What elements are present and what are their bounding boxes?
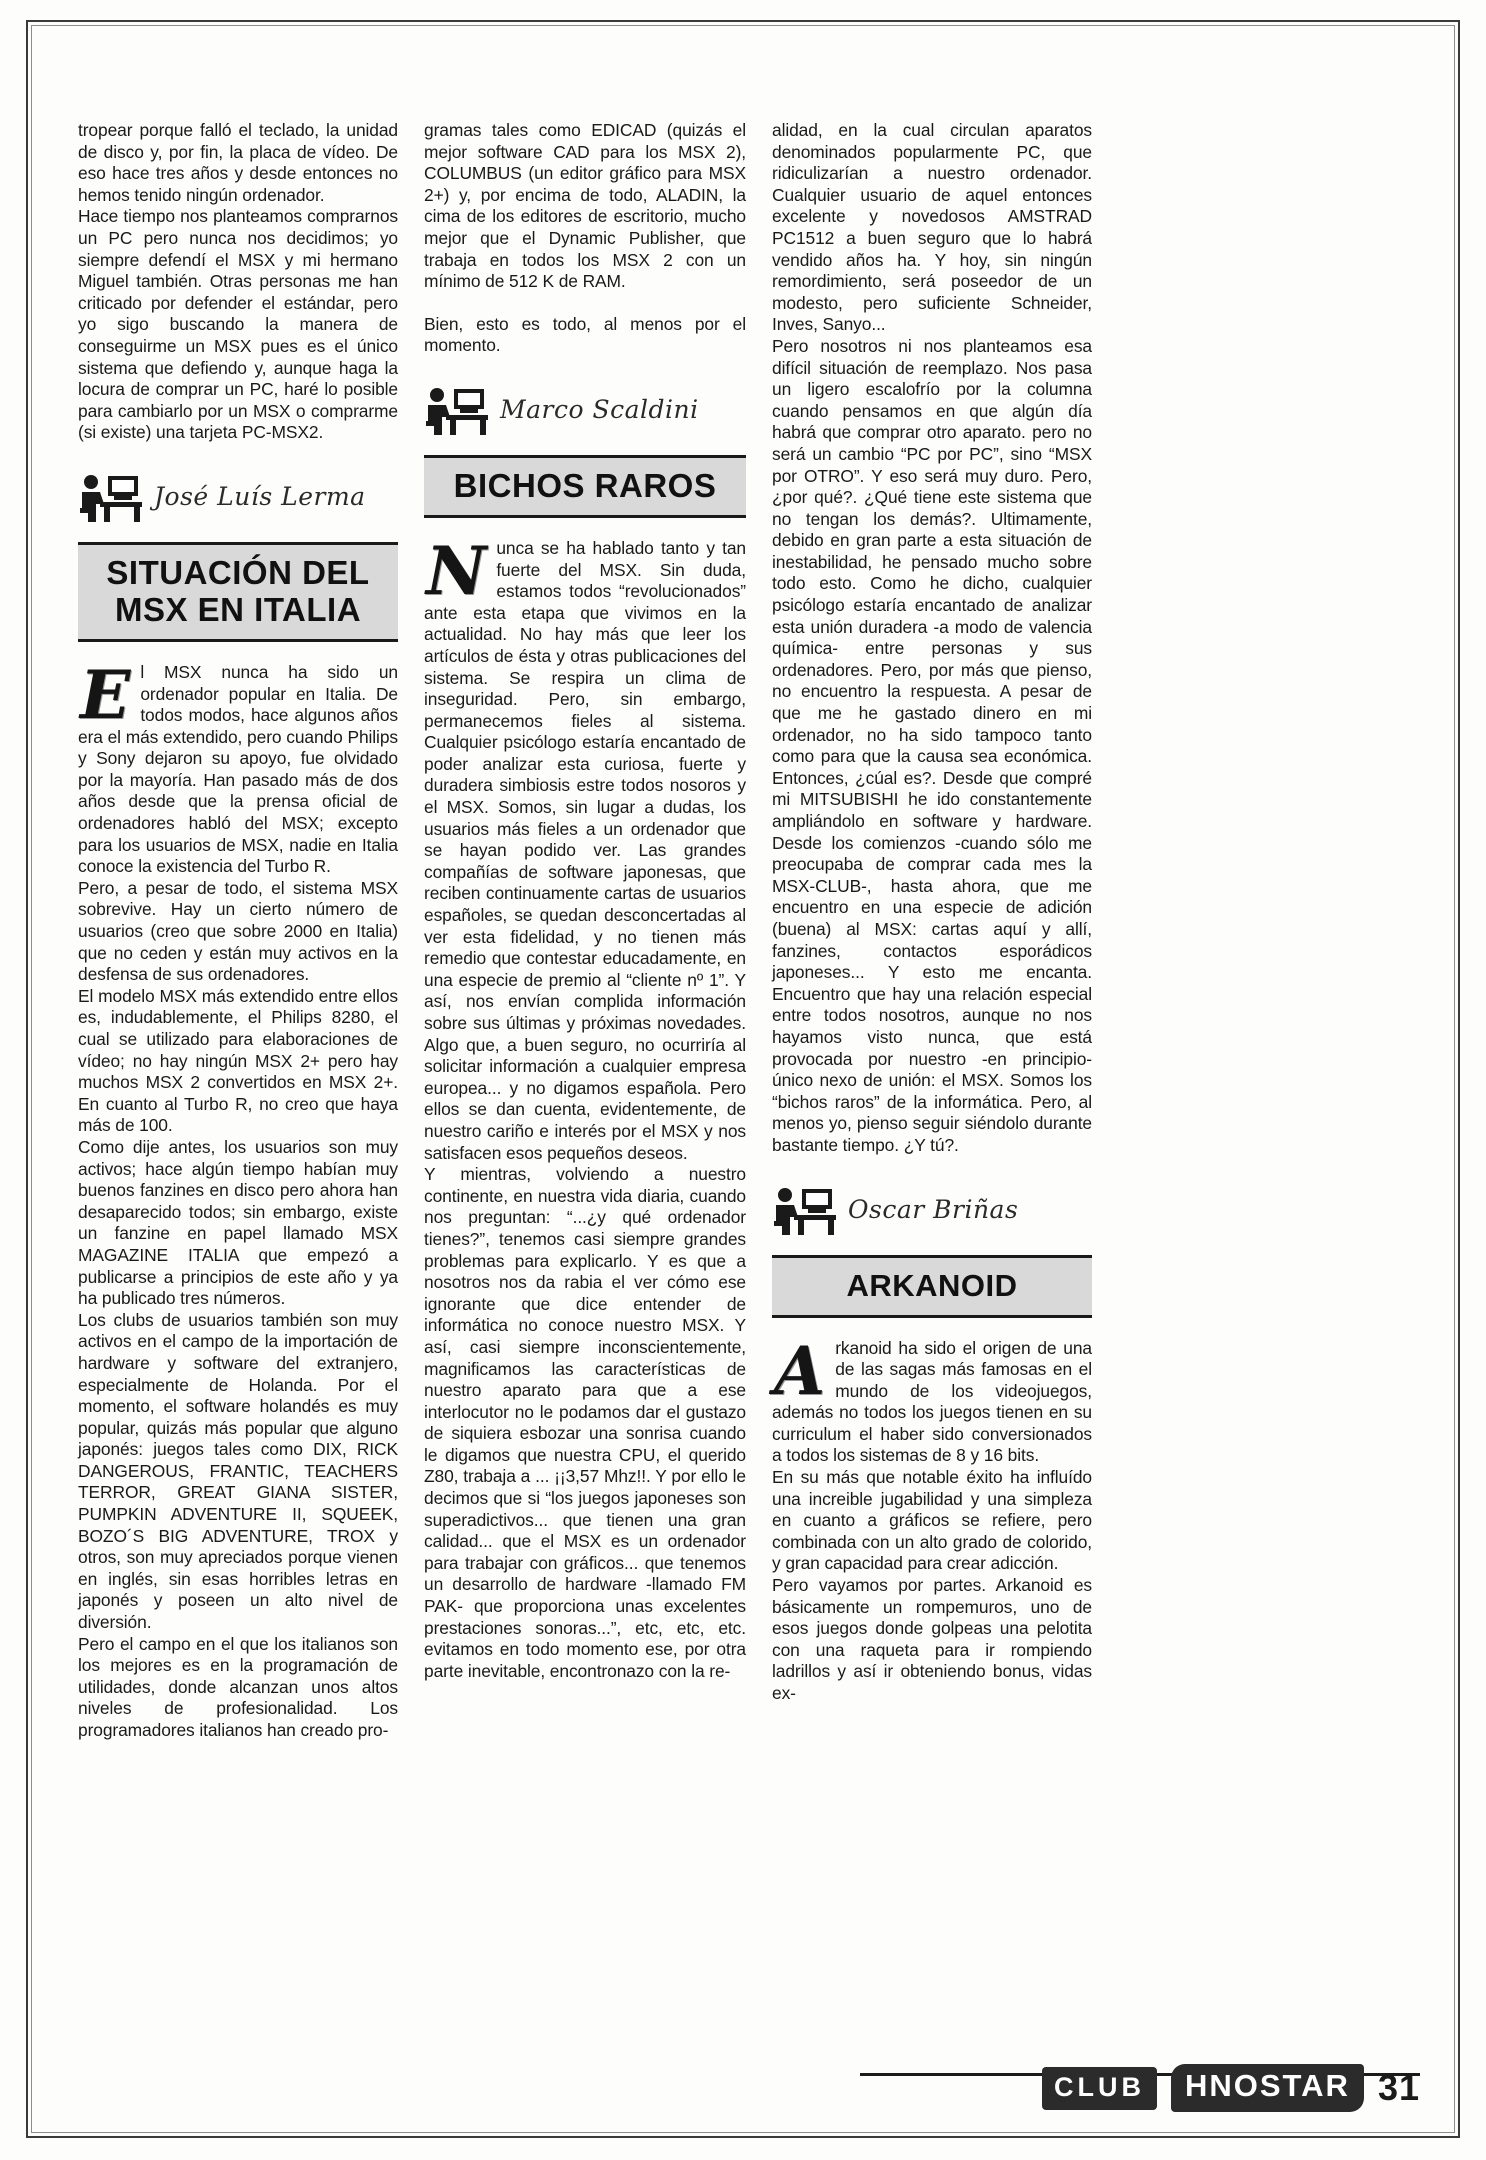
page-footer <box>1042 2064 1420 2112</box>
person-at-computer-icon <box>772 1183 838 1237</box>
paragraph: Hace tiempo nos planteamos comprarnos un PC pero nunca nos decidimos; yo siempre defendí el MSX y mi hermano Miguel también. Otras personas me han criticado por defender el estándar, pero yo sigo buscando la manera de conseguirme un MSX pues es el único sistema que defiendo y, aunque haga la locura de comprar un PC, haré lo posible para cambiarlo por un MSX o comprarme (si existe) una tarjeta PC-MSX2. <box>78 206 398 443</box>
article-headline-bichos <box>424 455 746 518</box>
author-signature-scaldini <box>424 383 746 437</box>
paragraph: Pero el campo en el que los italianos son los mejores es en la programación de utilidades, donde alcanzan unos altos niveles de profesionalidad. Los programadores italianos han creado pro- <box>78 1633 398 1740</box>
article-body-italia <box>78 655 398 1742</box>
headline-text: BICHOS RAROS <box>453 466 717 504</box>
paragraph: Como dije antes, los usuarios son muy activos; hace algún tiempo habían muy buenos fanzines en disco pero ahora han desaparecido todos; sin embargo, existe un fanzine en papel llamado MSX MAGAZINE ITALIA que empezó a publicarse a principios de este año y ya ha publicado tres números. <box>78 1136 398 1309</box>
three-column-layout <box>78 120 1408 1990</box>
signature-name: Marco Scaldini <box>500 395 699 425</box>
hnostar-logo: HNOSTAR <box>1171 2064 1364 2112</box>
paragraph: El modelo MSX más extendido entre ellos es, indudablemente, el Philips 8280, el cual se utilizado para elaboraciones de vídeo; no hay ningún MSX 2+ pero hay muchos MSX 2 convertidos en MSX 2+. En cuanto al Turbo R, no creo que haya más de 100. <box>78 985 398 1136</box>
article-headline-arkanoid <box>772 1255 1092 1318</box>
paragraph: En su más que notable éxito ha influído una increible jugabilidad y una simpleza en cuanto a gráficos se refiere, pero combinada con un alto grado de colorido, y gran capacidad para crear adicción. <box>772 1467 1092 1574</box>
drop-cap: E <box>80 655 131 734</box>
headline-text: ARKANOID <box>846 1267 1018 1303</box>
article-body-bichos <box>424 531 746 1682</box>
paragraph-spacer <box>424 293 746 314</box>
drop-cap: A <box>774 1331 826 1410</box>
person-at-computer-icon <box>424 383 490 437</box>
article-body-arkanoid <box>772 1331 1092 1705</box>
page-number: 31 <box>1377 2067 1420 2108</box>
column-three <box>772 120 1092 1990</box>
paragraph: Los clubs de usuarios también son muy activos en el campo de la importación de hardware y software del extranjero, especialmente de Holanda. Por el momento, el software holandés es muy popular, quizás más popular que alguno japonés: juegos tales como DIX, RICK DANGEROUS, FRANTIC, TEACHERS TERROR, GREAT GIANA SISTER, PUMPKIN ADVENTURE II, SQUEEK, BOZO´S BIG ADVENTURE, TROX y otros, son muy apreciados porque vienen en inglés, sin esas horribles letras en japonés y poseen un alto nivel de diversión. <box>78 1309 398 1633</box>
paragraph: rkanoid ha sido el origen de una de las sagas más famosas en el mundo de los videojuegos, además no todos los juegos tienen en su curriculum el haber sido conversionados a todos los sistemas de 8 y 16 bits. <box>772 1337 1092 1466</box>
column-two <box>424 120 746 1990</box>
headline-text: SITUACIÓN DEL MSX EN ITALIA <box>106 553 370 628</box>
paragraph: tropear porque falló el teclado, la unidad de disco y, por fin, la placa de vídeo. De eso hace tres años y desde entonces no hemos tenido ningún ordenador. <box>78 120 398 205</box>
drop-cap: N <box>426 531 487 610</box>
article-headline-italia <box>78 542 398 642</box>
paragraph: l MSX nunca ha sido un ordenador popular en Italia. De todos modos, hace algunos años era el más extendido, pero cuando Philips y Sony dejaron su apoyo, fue olvidado por la mayoría. Han pasado más de dos años desde que la prensa oficial de ordenadores habló del MSX; excepto para los usuarios de MSX, nadie en Italia conoce la existencia del Turbo R. <box>78 661 398 877</box>
author-signature-lerma <box>78 470 398 524</box>
paragraph: unca se ha hablado tanto y tan fuerte del MSX. Sin duda, estamos todos “revolucionados” ante esta etapa que vivimos en la actualidad. No hay más que leer los artículos de ésta y otras publicaciones del sistema. Se respira un clima de inseguridad. Pero, sin embargo, permanecemos fieles al sistema. Cualquier psicólogo estaría encantado de poder analizar esta curiosa, fuerte y duradera simbiosis estre todos nosoros y el MSX. Somos, sin lugar a dudas, los usuarios más fieles a un ordenador que se hayan podido ver. Las grandes compañías de software japonesas, que reciben continuamente cartas de usuarios españoles, se quedan desconcertadas al ver esta fidelidad, y no tienen más remedio que contestar educadamente, en una especie de premio al “cliente nº 1”. Y así, nos envían complida información sobre sus últimas y próximas novedades. Algo que, a buen seguro, no ocurriría al solicitar información a cualquier empresa europea... y no digamos española. Pero ellos se dan cuenta, evidentemente, de nuestro cariño e interés por el MSX y nos satisfacen esos pequeños deseos. <box>424 537 746 1163</box>
page-content <box>78 120 1408 1990</box>
paragraph: Pero, a pesar de todo, el sistema MSX sobrevive. Hay un cierto número de usuarios (creo que sobre 2000 en Italia) que no ceden y están muy activos en la desfensa de sus ordenadores. <box>78 877 398 985</box>
paragraph: Y mientras, volviendo a nuestro continente, en nuestra vida diaria, cuando nos preguntan: “...¿y qué ordenador tienes?”, tenemos casi siempre grandes problemas para explicarlo. Y es que a nosotros nos da rabia el ver cómo ese ignorante que dice entender de informática no conoce nuestro MSX. Y así, casi siempre inconscientemente, magnificamos las características de nuestro aparato para que a ese interlocutor no le podamos dar el gustazo de siquiera esbozar una sonrisa cuando le digamos que nuestra CPU, el querido Z80, trabaja a ... ¡¡3,57 Mhz!!. Y por ello le decimos que si “los juegos japoneses son superadictivos... que tienen una gran calidad... que el MSX es un ordenador para trabajar con gráficos... que tenemos un desarrollo de hardware -llamado FM PAK- que proporciona unas excelentes prestaciones sonoras...”, etc, etc, etc. evitamos en todo momento ese, por otra parte inevitable, encontronazo con la re- <box>424 1164 746 1681</box>
author-signature-brinas <box>772 1183 1092 1237</box>
signature-name: Oscar Briñas <box>848 1195 1019 1224</box>
paragraph: Pero nosotros ni nos planteamos esa difícil situación de reemplazo. Nos pasa un ligero escalofrío por la columna cuando pensamos en que algún día habrá que comprar otro aparato. pero no será un cambio “PC por PC”, sino “MSX por OTRO”. Y eso será muy duro. Pero, ¿por qué?. ¿Qué tiene este sistema que no tengan los demás?. Ultimamente, debido en gran parte a esta situación de inestabilidad, he pensado mucho sobre todo esto. Como he dicho, cualquier psicólogo estaría encantado de analizar esta unión duradera -a modo de valencia química- entre personas y sus ordenadores. Pero, por más que pienso, no encuentro la respuesta. A pesar de que me he gastado dinero en mi ordenador, no ha sido tampoco tanto como para que la causa sea económica. Entonces, ¿cúal es?. Desde que compré mi MITSUBISHI he ido constantemente ampliándolo en software y hardware. Desde los comienzos -cuando sólo me preocupaba de comprar cada mes la MSX-CLUB-, hasta ahora, que me encuentro en una especie de adición (buena) al MSX: cartas aquí y allí, fanzines, contactos esporádicos japoneses... Y esto me encanta. Encuentro que hay una relación especial entre todos nosotros, aunque no nos hayamos visto nunca, que está provocada por nuestro -en principio- único nexo de unión: el MSX. Somos los “bichos raros” de la informática. Pero, al menos yo, pienso seguir siéndolo durante bastante tiempo. ¿Y tú?. <box>772 335 1092 1155</box>
signature-name: José Luís Lerma <box>154 482 366 512</box>
paragraph: gramas tales como EDICAD (quizás el mejor software CAD para los MSX 2), COLUMBUS (un editor gráfico para MSX 2+) y, por encima de todo, ALADIN, la cima de los editores de escritorio, mucho mejor que el Dynamic Publisher, que trabaja en todos los MSX 2 con un mínimo de 512 K de RAM. <box>424 120 746 292</box>
paragraph: Bien, esto es todo, al menos por el momento. <box>424 313 746 356</box>
paragraph: Pero vayamos por partes. Arkanoid es básicamente un rompemuros, uno de esos juegos donde golpeas una pelotita con una raqueta para ir rompiendo ladrillos y así ir obteniendo bonus, vidas ex- <box>772 1575 1092 1703</box>
person-at-computer-icon <box>78 470 144 524</box>
paragraph: alidad, en la cual circulan aparatos denominados popularmente PC, que ridiculizarían a nuestro ordenador. Cualquier usuario de aquel entonces excelente y novedosos AMSTRAD PC1512 a buen seguro que lo habrá vendido años ha. Y hoy, sin ningún remordimiento, será poseedor de un modesto, pero suficiente Schneider, Inves, Sanyo... <box>772 120 1092 335</box>
club-logo: CLUB <box>1042 2067 1157 2110</box>
column-one <box>78 120 398 1990</box>
